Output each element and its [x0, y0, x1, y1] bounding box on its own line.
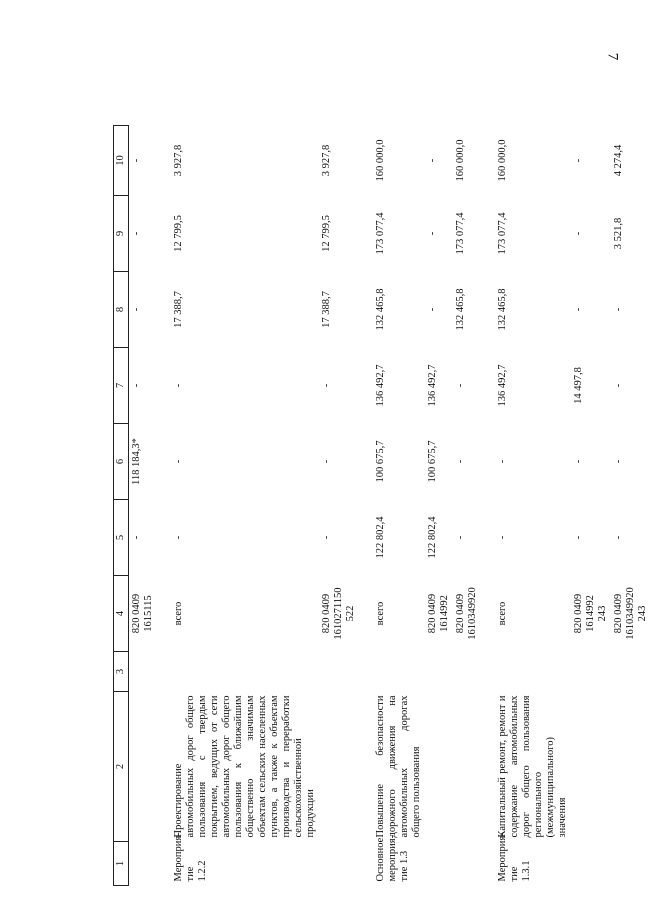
table-cell-col-4: всего — [375, 601, 386, 626]
table-cell-col-10: 3 927,8 — [173, 144, 184, 177]
table-cell-col-1: Мероприя-тие 1.3.1 — [497, 832, 532, 882]
table-cell-col-4: 820 0409 1614992 — [427, 593, 450, 634]
table-cell-col-1 — [319, 842, 359, 886]
table-cell-col-8: - — [613, 307, 624, 312]
rotated-table-sheet — [113, 126, 648, 886]
table-cell-col-9: 12 799,5 — [173, 215, 184, 252]
col-header-8: 8 — [114, 272, 129, 348]
table-cell-col-3 — [495, 652, 571, 692]
table-cell-col-4: 820 0409 1610271150 522 — [321, 587, 356, 640]
col-header-7: 7 — [114, 348, 129, 424]
table-cell-col-9: - — [427, 231, 438, 236]
table-cell-col-5: - — [455, 535, 466, 540]
table-cell-col-7: 136 492,7 — [497, 364, 508, 407]
table-cell-col-3 — [129, 652, 158, 692]
table-row — [373, 126, 425, 886]
table-cell-col-4: всего — [173, 601, 184, 626]
col-header-5: 5 — [114, 500, 129, 576]
table-cell-col-9: 173 077,4 — [497, 212, 508, 255]
table-cell-col-2 — [425, 692, 453, 842]
table-cell-col-10: 160 000,0 — [497, 139, 508, 182]
table-cell-col-1 — [129, 842, 158, 886]
table-cell-col-3 — [453, 652, 481, 692]
row-spacer — [359, 126, 373, 886]
table-cell-col-7: - — [613, 383, 624, 388]
table-cell-col-10: - — [427, 158, 438, 163]
table-cell-col-5: - — [131, 535, 142, 540]
table-cell-col-6: - — [613, 459, 624, 464]
table-cell-col-6: - — [173, 459, 184, 464]
table-cell-col-6: - — [321, 459, 332, 464]
table-cell-col-3 — [319, 652, 359, 692]
table-body — [129, 126, 651, 886]
table-cell-col-8: 17 388,7 — [173, 291, 184, 328]
table-cell-col-5: - — [497, 535, 508, 540]
table-cell-col-8: 132 465,8 — [497, 288, 508, 331]
table-cell-col-7: - — [321, 383, 332, 388]
row-spacer-cell — [481, 126, 495, 886]
table-row — [571, 126, 611, 886]
table-row — [319, 126, 359, 886]
table-row — [495, 126, 571, 886]
table-cell-col-4: 820 0409 1615115 — [131, 593, 154, 634]
table-cell-col-3 — [373, 652, 425, 692]
table-cell-col-2: Капитальный ремонт, ремонт и содержание автомобильных дорог общего пользования регионального (межмуниципального) значения — [497, 695, 568, 838]
row-spacer-cell — [157, 126, 171, 886]
table-cell-col-8: - — [131, 307, 142, 312]
table-cell-col-3 — [425, 652, 453, 692]
table-row — [425, 126, 453, 886]
table-cell-col-9: 173 077,4 — [455, 212, 466, 255]
table-cell-col-2 — [453, 692, 481, 842]
col-header-4: 4 — [114, 576, 129, 652]
table-cell-col-4: всего — [497, 601, 508, 626]
table-cell-col-5: - — [321, 535, 332, 540]
table-cell-col-5: - — [613, 535, 624, 540]
table-cell-col-6: 100 675,7 — [427, 440, 438, 483]
table-cell-col-3 — [571, 652, 611, 692]
table-cell-col-6: 118 184,3* — [131, 438, 142, 485]
table-cell-col-7: - — [131, 383, 142, 388]
table-cell-col-10: 4 274,4 — [613, 144, 624, 177]
table-cell-col-2 — [129, 692, 158, 842]
table-cell-col-10: - — [573, 158, 584, 163]
table-cell-col-1: Мероприя-тие 1.2.2 — [173, 832, 208, 882]
table-cell-col-1 — [571, 842, 611, 886]
table-cell-col-10: 3 927,8 — [321, 144, 332, 177]
table-cell-col-8: - — [573, 307, 584, 312]
table-cell-col-6: - — [497, 459, 508, 464]
table-cell-col-2 — [319, 692, 359, 842]
table-cell-col-6: 100 675,7 — [375, 440, 386, 483]
col-header-10: 10 — [114, 126, 129, 196]
table-cell-col-7: - — [455, 383, 466, 388]
table-cell-col-3 — [611, 652, 651, 692]
table-cell-col-7: 136 492,7 — [375, 364, 386, 407]
budget-table — [113, 125, 651, 886]
table-cell-col-1: Основное мероприя-тие 1.3 — [375, 834, 410, 882]
table-cell-col-10: 160 000,0 — [375, 139, 386, 182]
row-spacer — [481, 126, 495, 886]
table-cell-col-5: - — [173, 535, 184, 540]
table-cell-col-2: Проектирование автомобильных дорог общего пользования с твердым покрытием, ведущих от сети автомобильных дорог общего пользования к ближайшим общественно значимым объектам сельских населенных пунктов, а также к объектам производства и переработки сельскохозяйственной продукции — [173, 695, 316, 838]
table-cell-col-8: 17 388,7 — [321, 291, 332, 328]
table-row — [171, 126, 319, 886]
table-cell-col-6: - — [573, 459, 584, 464]
table-row — [611, 126, 651, 886]
table-cell-col-1 — [425, 842, 453, 886]
table-cell-col-9: - — [131, 231, 142, 236]
table-cell-col-7: - — [173, 383, 184, 388]
col-header-6: 6 — [114, 424, 129, 500]
table-cell-col-8: 132 465,8 — [455, 288, 466, 331]
col-header-1: 1 — [114, 842, 129, 886]
table-row — [129, 126, 158, 886]
page-number: 7 — [604, 52, 621, 61]
table-cell-col-8: 132 465,8 — [375, 288, 386, 331]
table-cell-col-9: 173 077,4 — [375, 212, 386, 255]
table-cell-col-9: 3 521,8 — [613, 217, 624, 250]
table-row — [453, 126, 481, 886]
table-cell-col-2: Повышение безопасности дорожного движения на автомобильных дорогах общего пользования — [375, 695, 422, 838]
table-cell-col-7: 14 497,8 — [573, 367, 584, 404]
table-cell-col-4: 820 0409 1610349920 243 — [613, 587, 648, 640]
col-header-3: 3 — [114, 652, 129, 692]
table-cell-col-9: 12 799,5 — [321, 215, 332, 252]
table-cell-col-8: - — [427, 307, 438, 312]
header-row — [114, 126, 129, 886]
col-header-2: 2 — [114, 692, 129, 842]
row-spacer — [157, 126, 171, 886]
table-cell-col-4: 820 0409 1610349920 — [455, 587, 478, 640]
table-cell-col-5: 122 802,4 — [427, 516, 438, 559]
table-cell-col-4: 820 0409 1614992 243 — [573, 593, 608, 634]
row-spacer-cell — [359, 126, 373, 886]
table-cell-col-2 — [571, 692, 611, 842]
table-cell-col-1 — [611, 842, 651, 886]
table-cell-col-5: 122 802,4 — [375, 516, 386, 559]
col-header-9: 9 — [114, 196, 129, 272]
table-cell-col-2 — [611, 692, 651, 842]
table-cell-col-7: 136 492,7 — [427, 364, 438, 407]
table-cell-col-6: - — [455, 459, 466, 464]
table-cell-col-10: 160 000,0 — [455, 139, 466, 182]
table-cell-col-10: - — [131, 158, 142, 163]
table-cell-col-9: - — [573, 231, 584, 236]
table-cell-col-5: - — [573, 535, 584, 540]
table-cell-col-3 — [171, 652, 319, 692]
table-cell-col-1 — [453, 842, 481, 886]
